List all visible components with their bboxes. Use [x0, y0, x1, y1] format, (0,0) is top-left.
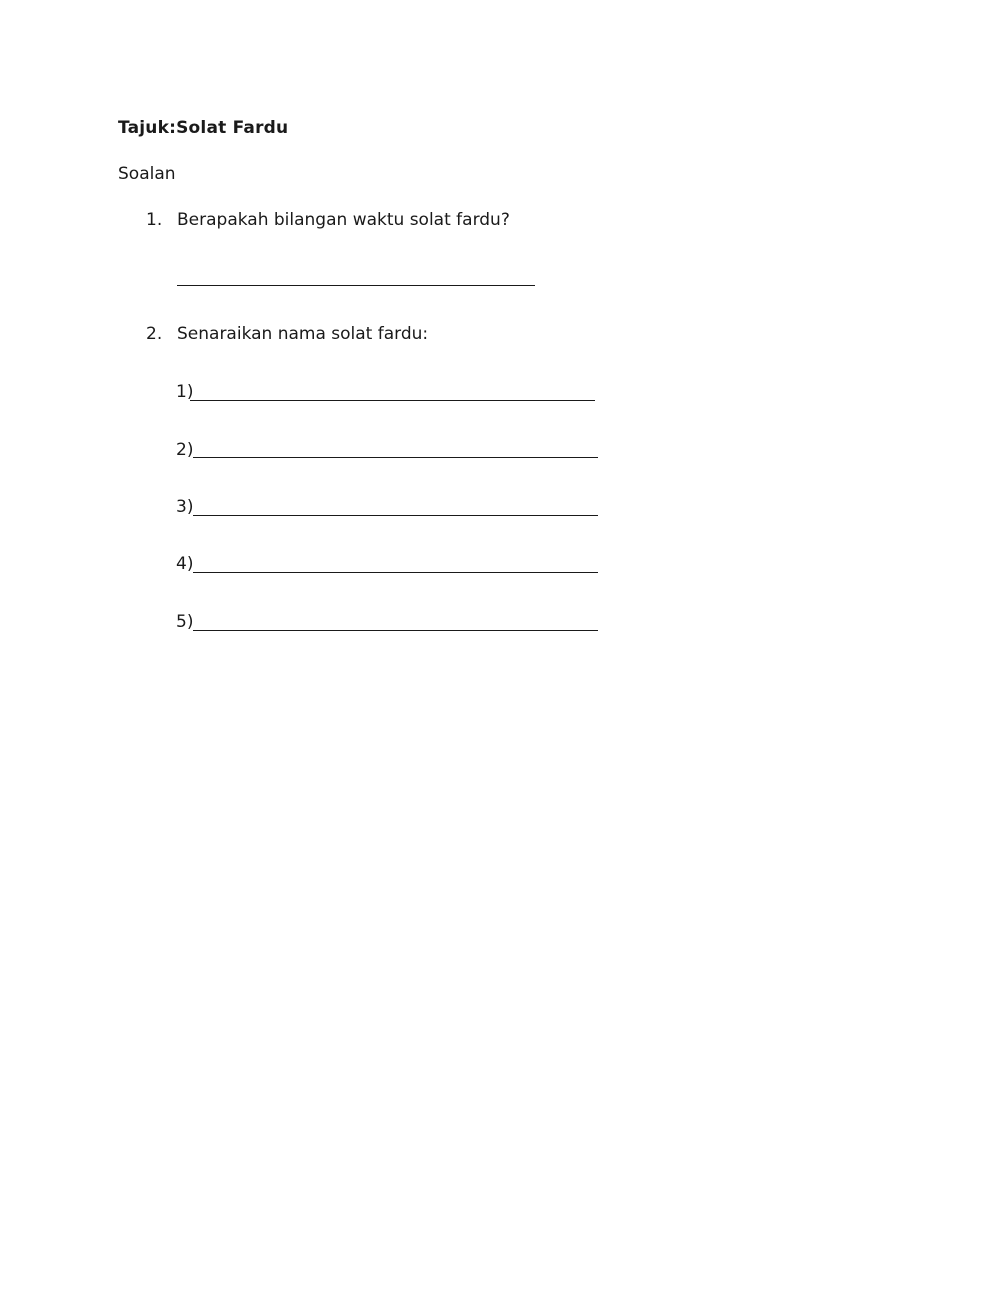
- answer-item-2-line[interactable]: [193, 457, 598, 458]
- question-1-number: 1.: [146, 210, 163, 230]
- answer-item-3-line[interactable]: [193, 515, 598, 516]
- answer-item-4-line[interactable]: [193, 572, 598, 573]
- answer-item-5-label: 5): [176, 612, 194, 632]
- answer-item-1-line[interactable]: [190, 400, 595, 401]
- answer-item-4-label: 4): [176, 554, 194, 574]
- question-2-number: 2.: [146, 324, 163, 344]
- question-2-text: Senaraikan nama solat fardu:: [177, 324, 429, 344]
- answer-item-1-label: 1): [176, 382, 194, 402]
- answer-item-2-label: 2): [176, 440, 194, 460]
- answer-item-5-line[interactable]: [193, 630, 598, 631]
- answer-item-3-label: 3): [176, 497, 194, 517]
- worksheet-title: Tajuk:Solat Fardu: [118, 118, 289, 138]
- question-1-text: Berapakah bilangan waktu solat fardu?: [177, 210, 510, 230]
- section-label: Soalan: [118, 164, 176, 184]
- question-1-answer-line[interactable]: [177, 285, 535, 286]
